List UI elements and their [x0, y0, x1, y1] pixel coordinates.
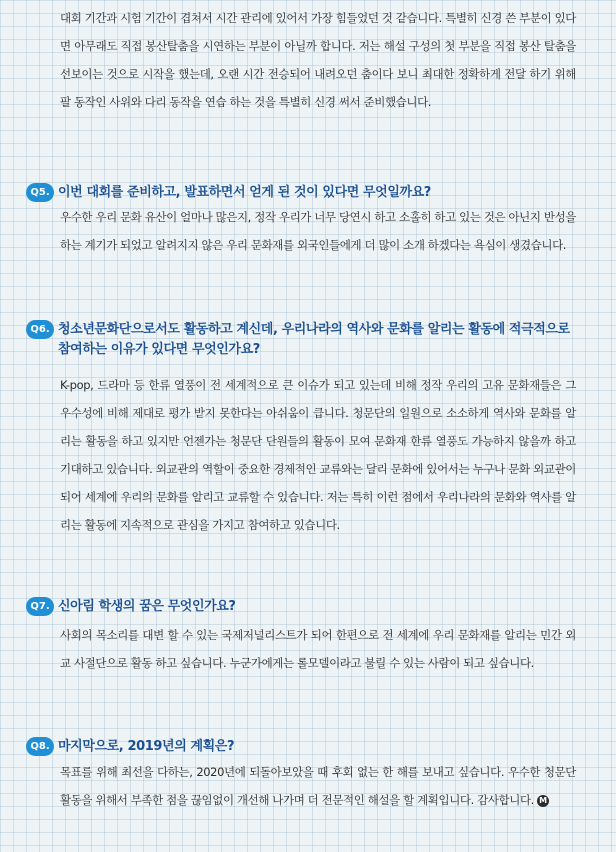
question-badge: Q5. [26, 183, 54, 202]
answer-q8-text: 목표를 위해 최선을 다하는, 2020년에 되돌아보았을 때 후회 없는 한 해를 보내고 싶습니다. 우수한 청문단 활동을 위해서 부족한 점을 끊임없이 개선해 나가며 더 전문적인 해설을 할 계획입니다. 감사합니다. [60, 765, 576, 807]
question-badge: Q8. [26, 737, 54, 756]
question-title: 이번 대회를 준비하고, 발표하면서 얻게 된 것이 있다면 무엇일까요? [58, 185, 431, 200]
intro-paragraph: 대회 기간과 시험 기간이 겹쳐서 시간 관리에 있어서 가장 힘들었던 것 같습니다. 특별히 신경 쓴 부분이 있다면 아무래도 직접 봉산탈춤을 시연하는 부분이 아닐까 합니다. 저는 해설 구성의 첫 부분을 직접 봉산 탈춤을 선보이는 것으로 시작을 했는데, 오랜 시간 전승되어 내려오던 춤이다 보니 최대한 정확하게 전달 하기 위해 팔 동작인 사위와 다리 동작을 연습 하는 것을 특별히 신경 써서 준비했습니다. [60, 11, 576, 109]
answer-q5: 우수한 우리 문화 유산이 얼마나 많은지, 정작 우리가 너무 당연시 하고 소홀히 하고 있는 것은 아닌지 반성을 하는 계기가 되었고 알려지지 않은 우리 문화재를 외국인들에게 더 많이 소개 하겠다는 욕심이 생겼습니다. [60, 210, 576, 252]
end-mark-icon: M [537, 795, 549, 807]
question-badge: Q6. [26, 320, 54, 339]
question-title: 청소년문화단으로서도 활동하고 계신데, 우리나라의 역사와 문화를 알리는 활동에 적극적으로 참여하는 이유가 있다면 무엇인가요? [58, 322, 570, 357]
answer-q7: 사회의 목소리를 대변 할 수 있는 국제저널리스트가 되어 한편으로 전 세계에 우리 문화재를 알리는 민간 외교 사절단으로 활동 하고 싶습니다. 누군가에게는 롤모델이라고 불릴 수 있는 사람이 되고 싶습니다. [60, 628, 576, 670]
answer-q8 [60, 758, 576, 814]
question-title: 마지막으로, 2019년의 계획은? [58, 739, 235, 754]
question-title: 신아림 학생의 꿈은 무엇인가요? [58, 599, 236, 614]
answer-q6: K-pop, 드라마 등 한류 열풍이 전 세계적으로 큰 이슈가 되고 있는데 비해 정작 우리의 고유 문화재들은 그 우수성에 비해 제대로 평가 받지 못한다는 아쉬움이 큽니다. 청문단의 일원으로 소소하게 역사와 문화를 알리는 활동을 하고 있지만 언젠가는 청문단 단원들의 활동이 모여 문화재 한류 열풍도 가능하지 않을까 하고 기대하고 있습니다. 외교관의 역할이 중요한 경제적인 교류와는 달리 문화에 있어서는 누구나 문화 외교관이 되어 세계에 우리의 문화를 알리고 교류할 수 있습니다. 저는 특히 이런 점에서 우리나라의 문화와 역사를 알리는 활동에 지속적으로 관심을 가지고 참여하고 있습니다. [60, 378, 576, 532]
question-badge: Q7. [26, 597, 54, 616]
